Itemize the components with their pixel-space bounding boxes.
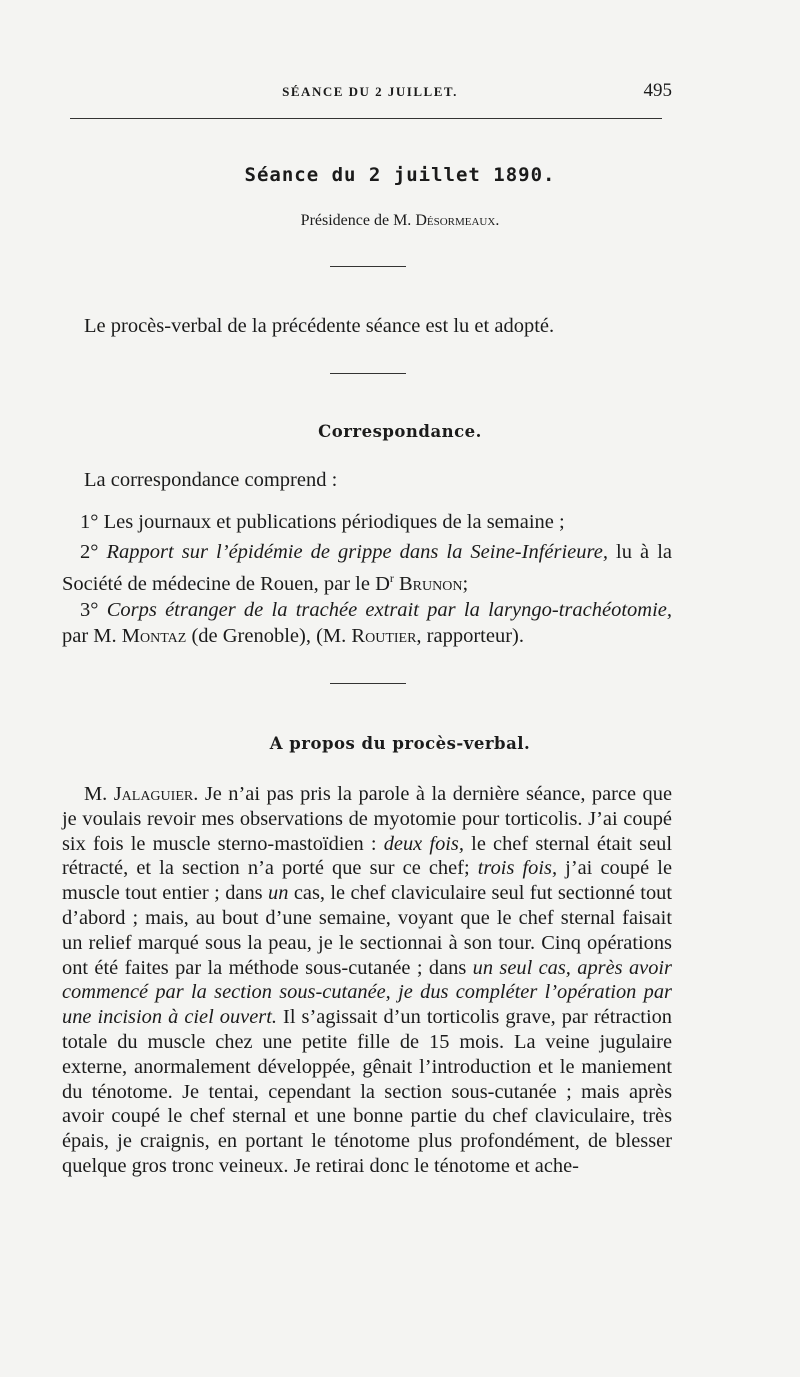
item-text: (de Grenoble), (M. bbox=[186, 625, 352, 647]
correspondance-item-3 bbox=[62, 597, 672, 649]
presidence-line bbox=[60, 212, 740, 230]
item-number: 3° bbox=[80, 599, 107, 621]
apropos-heading: A propos du procès-verbal. bbox=[269, 734, 531, 753]
item-title: Corps étranger de la trachée extrait par la laryngo-trachéotomie, bbox=[106, 599, 672, 621]
item-end: ; bbox=[462, 572, 469, 595]
apropos-body bbox=[62, 782, 672, 1179]
divider-rule bbox=[330, 266, 406, 267]
item-author: Brunon bbox=[393, 572, 463, 595]
correspondance-item-2 bbox=[62, 539, 672, 597]
session-title: Séance du 2 juillet 1890. bbox=[244, 164, 556, 186]
item-text: lu à la Société de médecine de Rouen, par le D bbox=[62, 541, 672, 595]
header-rule bbox=[70, 118, 662, 119]
body-italic: un bbox=[268, 882, 289, 905]
minutes-line: Le procès-verbal de la précédente séance est lu et adopté. bbox=[84, 315, 555, 337]
item-superscript: r bbox=[389, 571, 394, 585]
item-author: Montaz bbox=[121, 625, 187, 647]
body-text: Il s’agissait d’un torticolis grave, par rétraction totale du muscle chez une petite fille de 15 mois. La veine jugulaire externe, anormalement développée, gênait l’introduction et le maniement du ténotome. Je tentai, cependant la section sous-cutanée ; mais après avoir coupé le chef sternal et une bonne partie du chef claviculaire, très épais, je craignis, en portant le ténotome plus profondément, de blesser quelque gros tronc veineux. Je retirai donc le ténotome et ache- bbox=[62, 1006, 672, 1177]
item-text: par M. bbox=[62, 625, 122, 647]
correspondance-heading: Correspondance. bbox=[318, 422, 482, 441]
body-text: j’ai coupé le muscle tout entier ; dans bbox=[62, 857, 672, 905]
page-number: 495 bbox=[643, 80, 672, 101]
running-head bbox=[68, 78, 672, 108]
speaker-name: M. Jalaguier. bbox=[84, 783, 199, 805]
body-text: le chef sternal était seul rétracté, et la section n’a porté que sur ce chef; bbox=[62, 832, 672, 880]
item-rapporteur: Routier bbox=[351, 625, 417, 647]
presidence-prefix: Présidence de M. bbox=[300, 212, 416, 229]
body-italic: un seul cas, après avoir commencé par la section sous-cutanée, je dus compléter l’opération par une incision à ciel ouvert. bbox=[62, 956, 672, 1029]
divider-rule bbox=[330, 373, 406, 374]
correspondance-intro: La correspondance comprend : bbox=[84, 469, 338, 491]
body-text: Je n’ai pas pris la parole à la dernière séance, parce que je voulais revoir mes observations de myotomie pour torticolis. J’ai coupé six fois le muscle sterno-mastoïdien : bbox=[62, 783, 672, 855]
item-text: , rapporteur). bbox=[416, 625, 524, 647]
divider-rule bbox=[330, 683, 406, 684]
presidence-suffix: . bbox=[495, 212, 500, 229]
item-title: Rapport sur l’épidémie de grippe dans la Seine-Inférieure, bbox=[106, 541, 608, 563]
body-italic: deux fois, bbox=[383, 832, 464, 855]
running-head-title: SÉANCE DU 2 JUILLET. bbox=[282, 84, 458, 99]
item-number: 2° bbox=[80, 541, 107, 563]
body-text: cas, le chef claviculaire seul fut sectionné tout d’abord ; mais, au bout d’une semaine, voyant que le chef sternal faisait un relief marqué sous la peau, je le sectionnai à son tour. Cinq opérations ont été faites par la méthode sous-cutanée ; dans bbox=[62, 882, 673, 979]
correspondance-item-1: 1° Les journaux et publications périodiques de la semaine ; bbox=[80, 511, 565, 533]
presidence-name: Désormeaux bbox=[415, 212, 496, 229]
body-italic: trois fois, bbox=[477, 857, 558, 880]
